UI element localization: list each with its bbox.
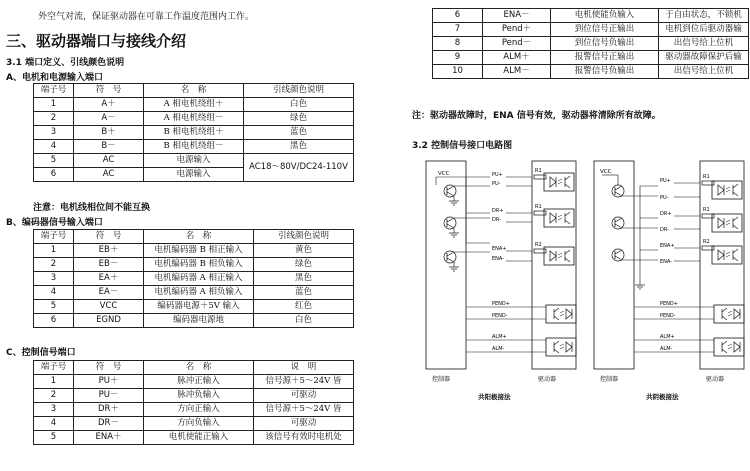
cell: 方向负输入 [144,417,254,431]
cell: A 相电机绕组－ [144,112,244,126]
common-anode-caption: 共阳极接法 [478,393,511,401]
cell: 蓝色 [254,286,354,300]
cell: ENA＋ [74,431,144,445]
control-signal-table-continued [432,8,749,79]
cell: 可驱动 [254,389,354,403]
cell: PU＋ [74,375,144,389]
table-row [34,403,354,417]
cell: 编码器电源＋5V 输入 [144,300,254,314]
header-cell: 端子号 [34,361,74,375]
cell: EGND [74,314,144,328]
table-row [34,140,354,154]
cell: 报警信号正输出 [551,51,659,65]
cell: EB＋ [74,244,144,258]
cell: 3 [34,272,74,286]
controller-box [426,161,466,369]
part-a-heading: A、电机和电源输入端口 [6,73,103,83]
header-cell: 引线颜色说明 [254,230,354,244]
table-row [34,154,354,168]
control-circuit-diagram [420,155,746,403]
table-header-row [34,230,354,244]
cell: EB－ [74,258,144,272]
cell: 2 [34,389,74,403]
cell: 方向正输入 [144,403,254,417]
header-cell: 名 称 [144,84,244,98]
voltage-cell: AC18～80V/DC24-110V [244,154,354,182]
pin-label: ENA- [660,259,673,265]
cell: 1 [34,244,74,258]
header-cell: 名 称 [144,230,254,244]
pin-label: ENA+ [492,246,507,252]
driver-label: 驱动器 [538,376,557,383]
cell: 该信号有效时电机处 [254,431,354,445]
cell: 编码器电源地 [144,314,254,328]
cell: AC [74,154,144,168]
common-cathode-diagram [594,161,744,401]
subsection-3-1: 3.1 端口定义、引线颜色说明 [6,58,125,68]
cell: 电机使能正输入 [144,431,254,445]
table-row [433,37,749,51]
table-row [34,272,354,286]
pin-label: DR- [660,227,669,233]
cell: B 相电机绕组－ [144,140,244,154]
cell: A 相电机绕组＋ [144,98,244,112]
cell: A－ [74,112,144,126]
pin-label: DR+ [492,208,504,214]
cell: PU－ [74,389,144,403]
cell: 2 [34,258,74,272]
table-row [433,9,749,23]
cell: 脉冲负输入 [144,389,254,403]
table-row [34,417,354,431]
cell: ALM＋ [483,51,551,65]
cell: EA－ [74,286,144,300]
vcc-label: VCC [600,169,612,175]
cell: 黑色 [254,272,354,286]
cell: 5 [34,431,74,445]
cell: 黑色 [244,140,354,154]
cell: 2 [34,112,74,126]
cell: 蓝色 [244,126,354,140]
cell: Pend＋ [483,23,551,37]
part-b-heading: B、编码器信号输入端口 [6,218,103,228]
cell: 4 [34,417,74,431]
table-row [34,375,354,389]
table-row [34,431,354,445]
cell: 电机编码器 B 相正输入 [144,244,254,258]
header-cell: 符 号 [74,361,144,375]
cell: 4 [34,140,74,154]
cell: 白色 [254,314,354,328]
pin-label: PU+ [492,172,503,178]
cell: 绿色 [244,112,354,126]
pin-label: ALM- [660,346,673,352]
table-row [433,23,749,37]
cell: DR＋ [74,403,144,417]
header-cell: 引线颜色说明 [244,84,354,98]
cell: 5 [34,300,74,314]
cell: 电机使能负输入 [551,9,659,23]
cell: AC [74,168,144,182]
cell: 3 [34,126,74,140]
table-row [34,258,354,272]
cell: 6 [433,9,483,23]
cell: B－ [74,140,144,154]
cell: ENA－ [483,9,551,23]
cell: 出信号给上位机 [659,37,749,51]
pin-label: PEND- [492,313,508,319]
cell: 6 [34,168,74,182]
table-header-row [34,361,354,375]
header-cell: 名 称 [144,361,254,375]
cell: 3 [34,403,74,417]
cell: Pend－ [483,37,551,51]
encoder-table [33,229,354,328]
cell: B 相电机绕组＋ [144,126,244,140]
cell: 信号源＋5～24V 皆 [254,403,354,417]
header-cell: 符 号 [74,230,144,244]
table-row [34,314,354,328]
pin-label: ALM- [492,346,505,352]
table-row [34,244,354,258]
cell: 白色 [244,98,354,112]
note-ena: 注：驱动器故障时，ENA 信号有效，驱动器将清除所有故障。 [412,111,661,121]
cell: 信号源＋5～24V 皆 [254,375,354,389]
table-row [34,389,354,403]
pin-label: PU+ [660,178,671,184]
cell: 绿色 [254,258,354,272]
pin-label: PEND- [660,313,676,319]
intro-line: 外空气对流，保证驱动器在可靠工作温度范围内工作。 [38,12,255,22]
cell: 脉冲正输入 [144,375,254,389]
cell: 8 [433,37,483,51]
motor-power-table [33,83,354,182]
pin-label: PEND+ [492,301,510,307]
section-title: 三、驱动器端口与接线介绍 [6,32,187,50]
table-row [34,126,354,140]
resistor-label: R2 [535,242,542,248]
header-cell: 端子号 [34,230,74,244]
table-row [34,98,354,112]
table-header-row [34,84,354,98]
cell: VCC [74,300,144,314]
cell: ALM－ [483,65,551,79]
cell: 电机编码器 A 相负输入 [144,286,254,300]
resistor-label: R1 [703,207,710,213]
resistor-label: R1 [535,204,542,210]
pin-label: DR- [492,217,501,223]
resistor-label: R2 [703,239,710,245]
cell: 4 [34,286,74,300]
cell: 黄色 [254,244,354,258]
header-cell: 说 明 [254,361,354,375]
cell: DR－ [74,417,144,431]
cell: 电源输入 [144,168,244,182]
table-row [433,51,749,65]
cell: 5 [34,154,74,168]
cell: 1 [34,98,74,112]
pin-label: PU- [660,195,669,201]
cell: 可驱动 [254,417,354,431]
cell: B＋ [74,126,144,140]
controller-box [594,161,634,369]
pin-label: ALM+ [660,334,675,340]
cell: 9 [433,51,483,65]
cell: 7 [433,23,483,37]
pin-label: PEND+ [660,301,678,307]
header-cell: 端子号 [34,84,74,98]
table-row [34,286,354,300]
cell: 电机编码器 B 相负输入 [144,258,254,272]
cell: A＋ [74,98,144,112]
pin-label: ENA- [492,256,505,262]
pin-label: PU- [492,181,501,187]
subsection-3-2: 3.2 控制信号接口电路图 [412,141,513,151]
pin-label: DR+ [660,211,672,217]
resistor-label: R1 [703,174,710,180]
cell: 到位信号正输出 [551,23,659,37]
cell: 电机编码器 A 相正输入 [144,272,254,286]
controller-label: 控制器 [600,376,619,383]
part-c-heading: C、控制信号端口 [6,348,76,358]
pin-label: ENA+ [660,243,675,249]
cell: 10 [433,65,483,79]
control-signal-table [33,360,354,445]
controller-label: 控制器 [432,376,451,383]
common-cathode-caption: 共阴极接法 [646,393,679,401]
cell: EA＋ [74,272,144,286]
cell: 报警信号负输出 [551,65,659,79]
cell: 电机到位后驱动器输 [659,23,749,37]
cell: 出信号给上位机 [659,65,749,79]
driver-label: 驱动器 [706,376,725,383]
pin-label: ALM+ [492,334,507,340]
cell: 电源输入 [144,154,244,168]
vcc-label: VCC [438,171,450,177]
table-row [34,300,354,314]
cell: 驱动器故障保护后输 [659,51,749,65]
cell: 于自由状态，不锁机 [659,9,749,23]
cell: 红色 [254,300,354,314]
cell: 6 [34,314,74,328]
common-anode-diagram [426,161,576,401]
header-cell: 符 号 [74,84,144,98]
cell: 到位信号负输出 [551,37,659,51]
cell: 1 [34,375,74,389]
table-row [34,112,354,126]
resistor-label: R1 [535,168,542,174]
table-row [433,65,749,79]
note-phase: 注意：电机线相位间不能互换 [33,203,151,213]
